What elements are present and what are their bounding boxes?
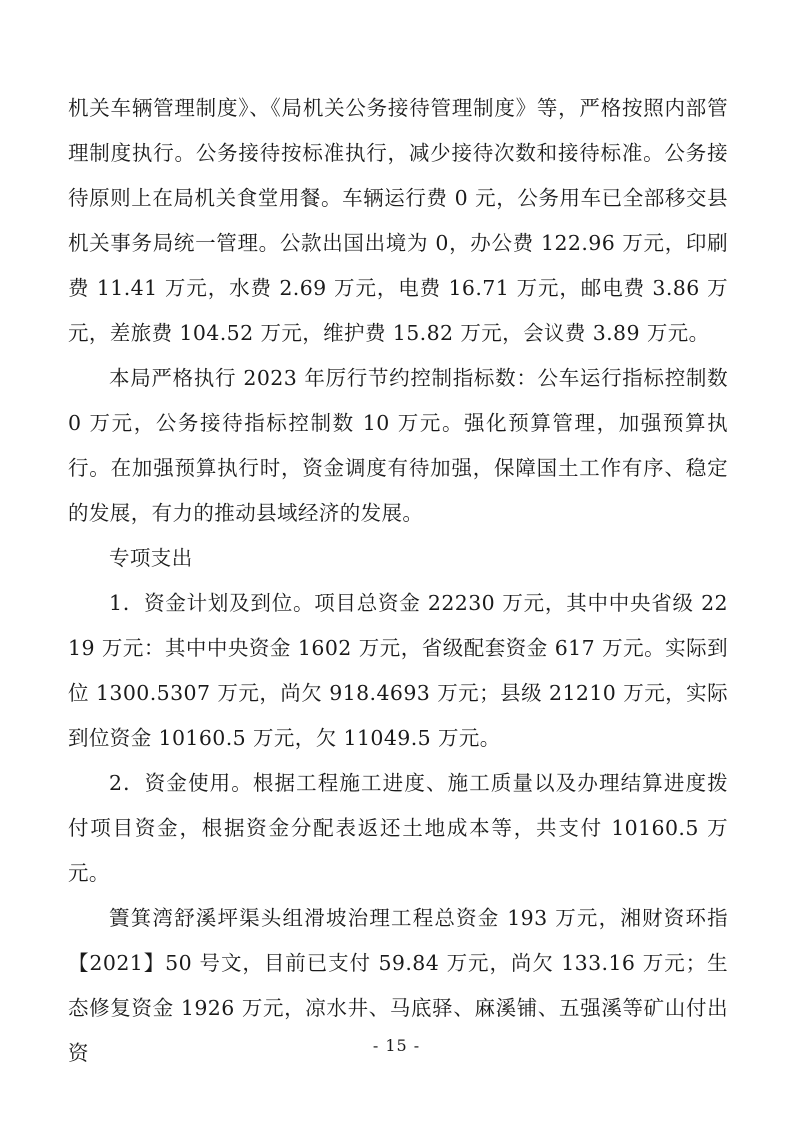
paragraph-6: 簀箕湾舒溪坪渠头组滑坡治理工程总资金 193 万元，湘财资环指【2021】50 号文，目前已支付 59.84 万元，尚欠 133.16 万元；生态修复资金 1926 万元，凉水井、马底驿、麻溪铺、五强溪等矿山付出资 xyxy=(68,906,728,1065)
paragraph-1: 机关车辆管理制度》、《局机关公务接待管理制度》等，严格按照内部管理制度执行。公务接待按标准执行，减少接待次数和接待标准。公务接待原则上在局机关食堂用餐。车辆运行费 0 元，公务用车已全部移交县机关事务局统一管理。公款出国出境为 0，办公费 122.96 万元，印刷费 11.41 万元，水费 2.69 万元，电费 16.71 万元，邮电费 3.86 万元，差旅费 104.52 万元，维护费 15.82 万元，会议费 3.89 万元。 xyxy=(68,96,728,345)
paragraph-5: 2．资金使用。根据工程施工进度、施工质量以及办理结算进度拨付项目资金，根据资金分配表返还土地成本等，共支付 10160.5 万元。 xyxy=(68,771,728,885)
paragraph-2: 本局严格执行 2023 年厉行节约控制指标数：公车运行指标控制数 0 万元，公务接待指标控制数 10 万元。强化预算管理，加强预算执行。在加强预算执行时，资金调度有待加强，保障国土工作有序、稳定的发展，有力的推动县域经济的发展。 xyxy=(68,366,735,525)
page-number: - 15 - xyxy=(372,1036,421,1055)
paragraph-4: 1．资金计划及到位。项目总资金 22230 万元，其中中央省级 2219 万元：其中中央资金 1602 万元，省级配套资金 617 万元。实际到位 1300.5307 万元，尚欠 918.4693 万元；县级 21210 万元，实际到位资金 10160.5 万元，欠 11049.5 万元。 xyxy=(68,591,728,750)
paragraph-3-heading: 专项支出 xyxy=(109,546,193,570)
document-body xyxy=(68,86,735,1076)
